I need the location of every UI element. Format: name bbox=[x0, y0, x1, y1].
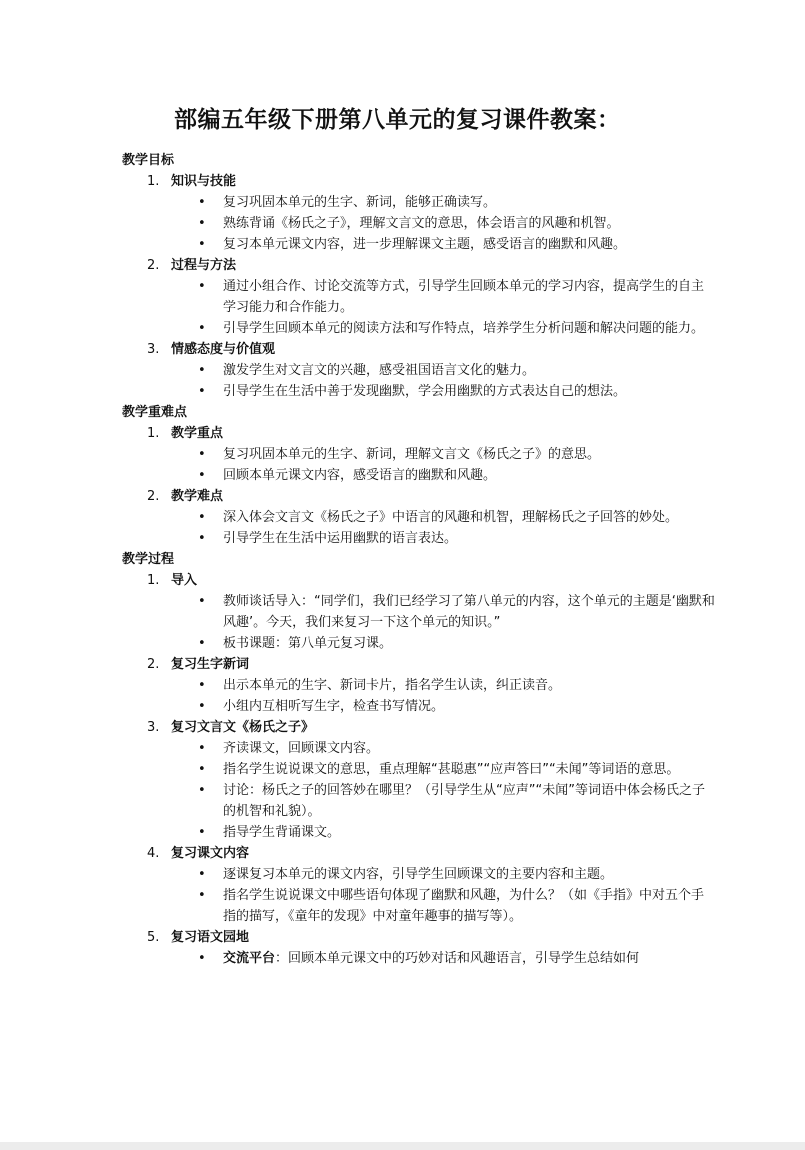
bullet-item: • 深入体会文言文《杨氏之子》中语言的风趣和机智，理解杨氏之子回答的妙处。 bbox=[223, 507, 715, 528]
bullet-list bbox=[171, 360, 715, 402]
bullet-item: • 复习本单元课文内容，进一步理解课文主题，感受语言的幽默和风趣。 bbox=[223, 234, 715, 255]
list-item bbox=[122, 255, 715, 339]
bullet-item: • 复习巩固本单元的生字、新词，能够正确读写。 bbox=[223, 192, 715, 213]
item-title: 复习课文内容 bbox=[171, 846, 250, 861]
bullet-item: • 小组内互相听写生字，检查书写情况。 bbox=[223, 696, 715, 717]
bullet-list bbox=[171, 192, 715, 255]
item-number: 1. bbox=[147, 573, 160, 588]
bullet-item: • 指名学生说说课文中哪些语句体现了幽默和风趣，为什么？（如《手指》中对五个手指的描写，《童年的发现》中对童年趣事的描写等）。 bbox=[223, 885, 715, 927]
bullet-item: • 板书课题：第八单元复习课。 bbox=[223, 633, 715, 654]
bullet-list bbox=[171, 738, 715, 843]
bullet-item: • 引导学生回顾本单元的阅读方法和写作特点，培养学生分析问题和解决问题的能力。 bbox=[223, 318, 715, 339]
section-title: 教学重难点 bbox=[122, 405, 188, 420]
list-item bbox=[122, 717, 715, 843]
bullet-list bbox=[171, 276, 715, 339]
list-item bbox=[122, 654, 715, 717]
item-title: 知识与技能 bbox=[171, 174, 237, 189]
item-number: 2. bbox=[147, 657, 160, 672]
document-body bbox=[122, 150, 715, 969]
item-number: 5. bbox=[147, 930, 160, 945]
item-number: 1. bbox=[147, 174, 160, 189]
bullet-item: • 出示本单元的生字、新词卡片，指名学生认读，纠正读音。 bbox=[223, 675, 715, 696]
bullet-text: ：回顾本单元课文中的巧妙对话和风趣语言，引导学生总结如何 bbox=[275, 951, 640, 966]
list-item bbox=[122, 570, 715, 654]
item-title: 复习文言文《杨氏之子》 bbox=[171, 720, 315, 735]
page-title: 部编五年级下册第八单元的复习课件教案： bbox=[174, 107, 621, 133]
item-title: 过程与方法 bbox=[171, 258, 237, 273]
section-title: 教学过程 bbox=[122, 552, 175, 567]
bullet-item: • 熟练背诵《杨氏之子》，理解文言文的意思，体会语言的风趣和机智。 bbox=[223, 213, 715, 234]
bullet-item: • 教师谈话导入：“同学们，我们已经学习了第八单元的内容，这个单元的主题是‘幽默和风趣’。今天，我们来复习一下这个单元的知识。” bbox=[223, 591, 715, 633]
section-list bbox=[122, 570, 715, 969]
bullet-item bbox=[223, 948, 715, 969]
item-title: 教学难点 bbox=[171, 489, 224, 504]
list-item bbox=[122, 423, 715, 486]
bullet-item: • 讨论：杨氏之子的回答妙在哪里？（引导学生从“应声”“未闻”等词语中体会杨氏之子的机智和礼貌）。 bbox=[223, 780, 715, 822]
list-item bbox=[122, 339, 715, 402]
bullet-item: • 指名学生说说课文的意思，重点理解“甚聪惠”“应声答曰”“未闻”等词语的意思。 bbox=[223, 759, 715, 780]
bullet-item: • 回顾本单元课文内容，感受语言的幽默和风趣。 bbox=[223, 465, 715, 486]
item-title: 复习语文园地 bbox=[171, 930, 250, 945]
item-title: 教学重点 bbox=[171, 426, 224, 441]
bullet-list bbox=[171, 507, 715, 549]
list-item bbox=[122, 171, 715, 255]
bullet-item: • 引导学生在生活中善于发现幽默，学会用幽默的方式表达自己的想法。 bbox=[223, 381, 715, 402]
item-number: 2. bbox=[147, 258, 160, 273]
bullet-item: • 指导学生背诵课文。 bbox=[223, 822, 715, 843]
bullet-item: • 复习巩固本单元的生字、新词，理解文言文《杨氏之子》的意思。 bbox=[223, 444, 715, 465]
bullet-list bbox=[171, 948, 715, 969]
item-number: 3. bbox=[147, 342, 160, 357]
list-item bbox=[122, 843, 715, 927]
item-number: 4. bbox=[147, 846, 160, 861]
list-item bbox=[122, 927, 715, 969]
bullet-item: • 齐读课文，回顾课文内容。 bbox=[223, 738, 715, 759]
item-title: 情感态度与价值观 bbox=[171, 342, 276, 357]
bullet-list bbox=[171, 444, 715, 486]
section-list bbox=[122, 171, 715, 402]
item-number: 2. bbox=[147, 489, 160, 504]
bullet-list bbox=[171, 864, 715, 927]
bullet-lead: 交流平台 bbox=[223, 951, 276, 966]
section-list bbox=[122, 423, 715, 549]
item-title: 复习生字新词 bbox=[171, 657, 250, 672]
item-number: 1. bbox=[147, 426, 160, 441]
bullet-item: • 引导学生在生活中运用幽默的语言表达。 bbox=[223, 528, 715, 549]
section-title: 教学目标 bbox=[122, 153, 175, 168]
list-item bbox=[122, 486, 715, 549]
bullet-item: • 通过小组合作、讨论交流等方式，引导学生回顾本单元的学习内容，提高学生的自主学习能力和合作能力。 bbox=[223, 276, 715, 318]
item-number: 3. bbox=[147, 720, 160, 735]
bullet-item: • 激发学生对文言文的兴趣，感受祖国语言文化的魅力。 bbox=[223, 360, 715, 381]
item-title: 导入 bbox=[171, 573, 198, 588]
bullet-item: • 逐课复习本单元的课文内容，引导学生回顾课文的主要内容和主题。 bbox=[223, 864, 715, 885]
bullet-list bbox=[171, 675, 715, 717]
bullet-list bbox=[171, 591, 715, 654]
